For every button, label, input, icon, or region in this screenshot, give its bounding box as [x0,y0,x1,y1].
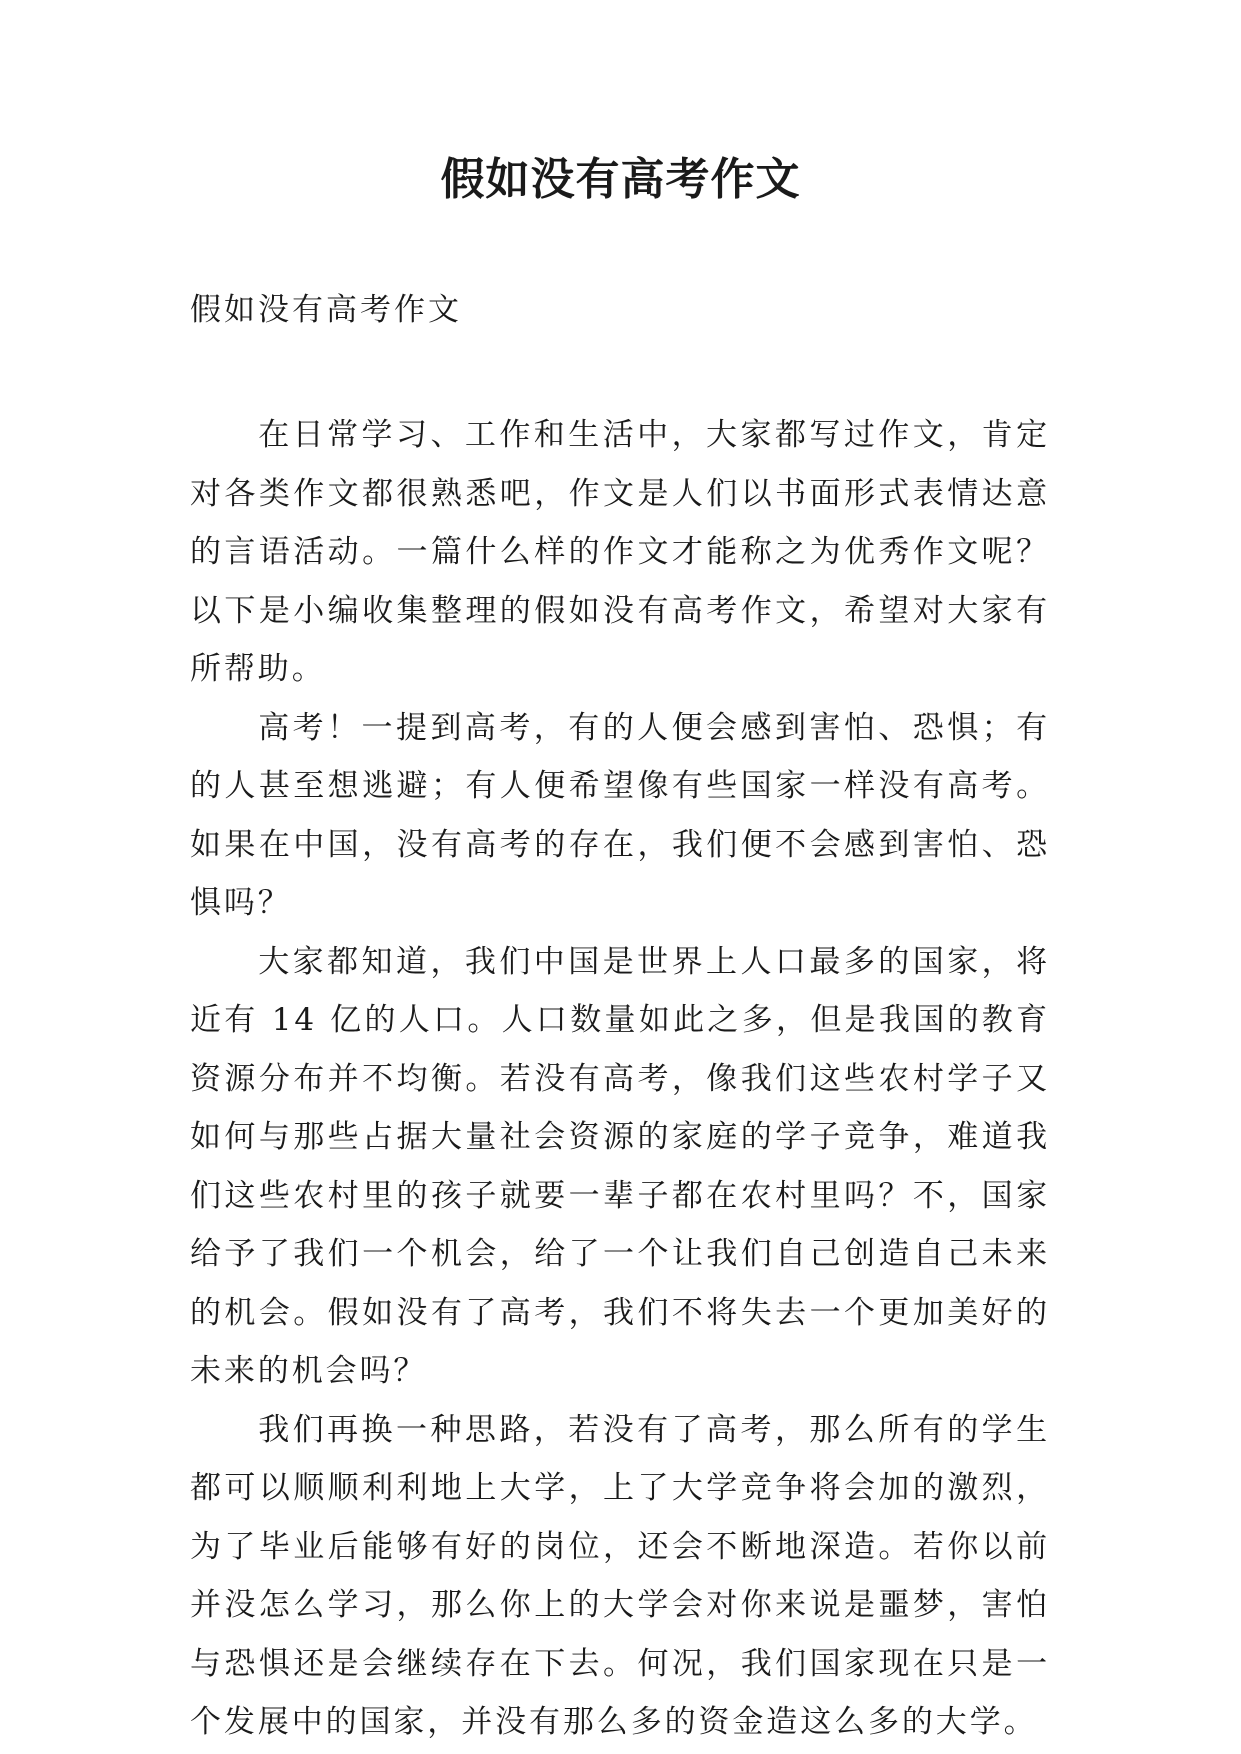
paragraph: 大家都知道，我们中国是世界上人口最多的国家，将近有 14 亿的人口。人口数量如此之多，但是我国的教育资源分布并不均衡。若没有高考，像我们这些农村学子又如何与那些占据大量社会资源的家庭的学子竞争，难道我们这些农村里的孩子就要一辈子都在农村里吗？不，国家给予了我们一个机会，给了一个让我们自己创造自己未来的机会。假如没有了高考，我们不将失去一个更加美好的未来的机会吗？ [190,943,1050,1389]
document-body [190,406,1050,1752]
document-title: 假如没有高考作文 [440,154,801,205]
document-subtitle: 假如没有高考作文 [190,292,462,328]
paragraph: 在日常学习、工作和生活中，大家都写过作文，肯定对各类作文都很熟悉吧，作文是人们以书面形式表情达意的言语活动。一篇什么样的作文才能称之为优秀作文呢？以下是小编收集整理的假如没有高考作文，希望对大家有所帮助。 [190,417,1050,687]
paragraph: 高考！一提到高考，有的人便会感到害怕、恐惧；有的人甚至想逃避；有人便希望像有些国家一样没有高考。如果在中国，没有高考的存在，我们便不会感到害怕、恐惧吗？ [190,709,1050,921]
paragraph: 我们再换一种思路，若没有了高考，那么所有的学生都可以顺顺利利地上大学，上了大学竞争将会加的激烈，为了毕业后能够有好的岗位，还会不断地深造。若你以前并没怎么学习，那么你上的大学会对你来说是噩梦，害怕与恐惧还是会继续存在下去。何况，我们国家现在只是一个发展中的国家，并没有那么多的资金造这么多的大学。 [190,1411,1050,1740]
